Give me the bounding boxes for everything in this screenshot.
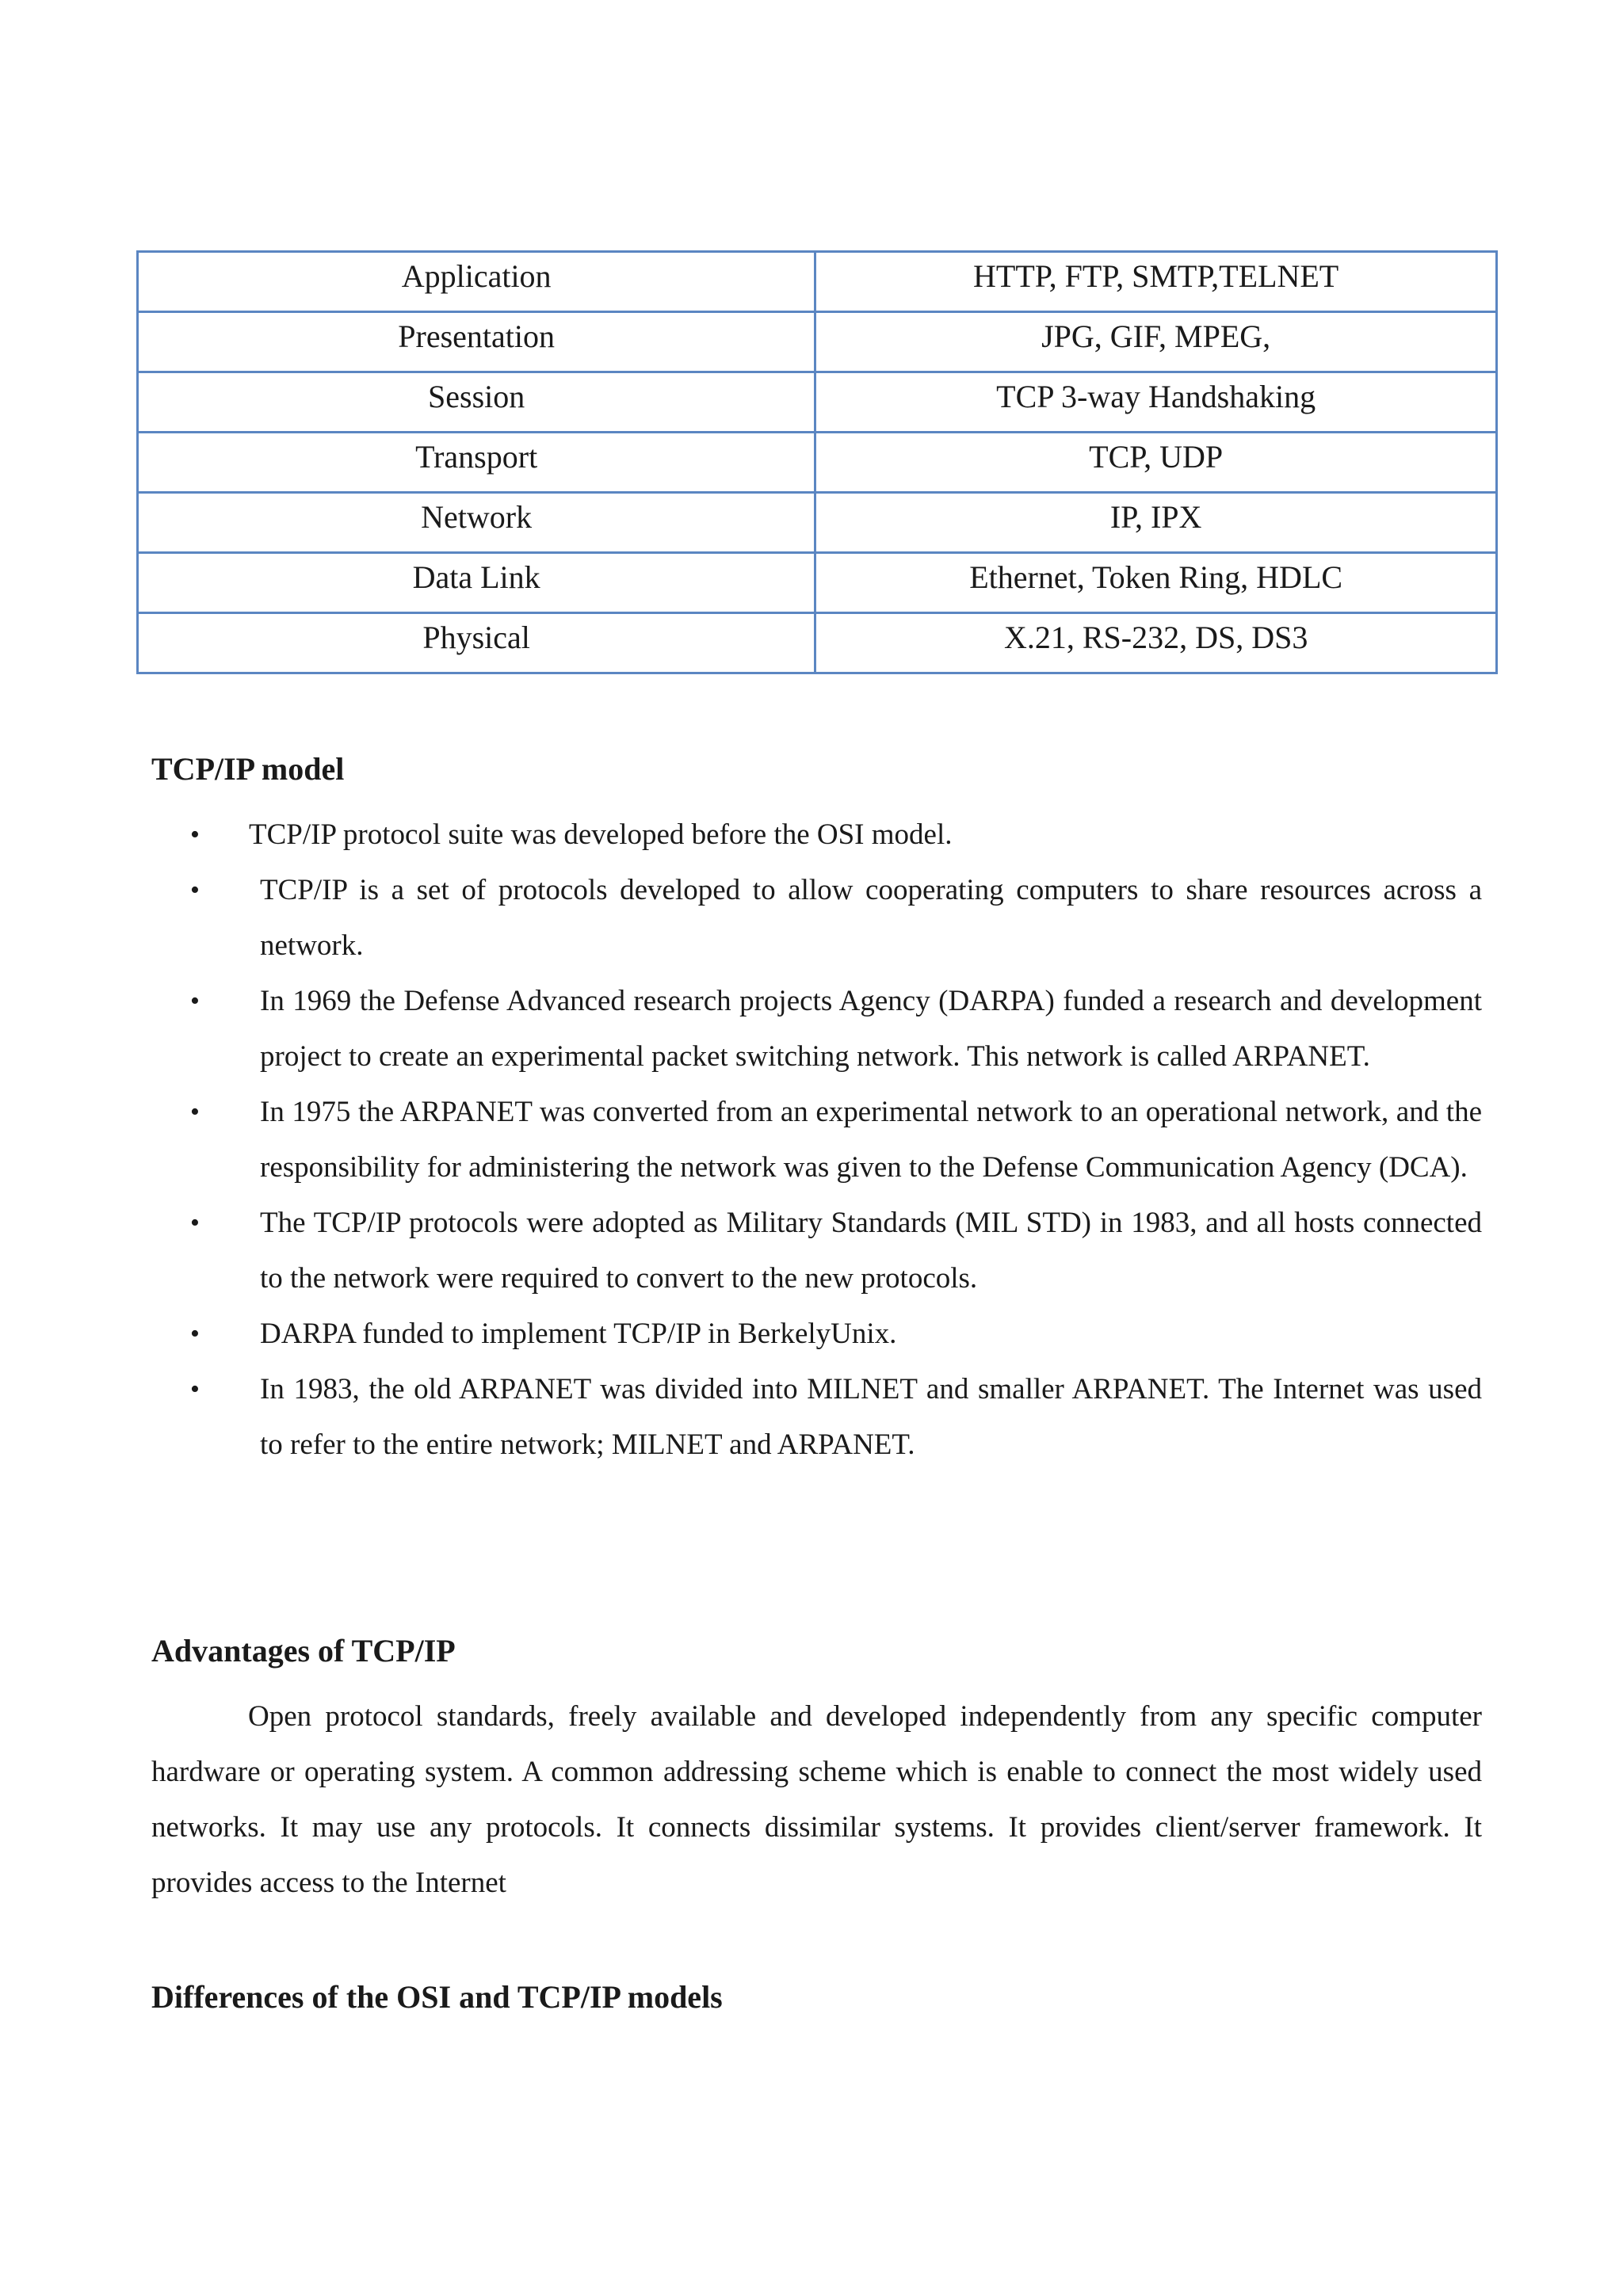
bullet-icon: • bbox=[190, 875, 200, 905]
osi-layer-table bbox=[136, 250, 1498, 674]
list-item-text: TCP/IP is a set of protocols developed to allow cooperating computers to share resources across a network. bbox=[260, 874, 1482, 962]
layer-name-cell: Physical bbox=[138, 613, 815, 673]
bullet-icon: • bbox=[190, 986, 200, 1016]
table-row bbox=[138, 372, 1497, 433]
list-item bbox=[190, 1362, 1482, 1473]
layer-name-cell: Presentation bbox=[138, 312, 815, 372]
differences-heading: Differences of the OSI and TCP/IP models bbox=[151, 1979, 723, 2015]
bullet-icon: • bbox=[190, 1319, 200, 1348]
layer-name-cell: Session bbox=[138, 372, 815, 433]
list-item bbox=[190, 1196, 1482, 1306]
list-item bbox=[190, 863, 1482, 974]
protocols-cell: Ethernet, Token Ring, HDLC bbox=[815, 553, 1497, 613]
bullet-icon: • bbox=[190, 1375, 200, 1404]
list-item bbox=[190, 1306, 1482, 1362]
protocols-cell: TCP 3-way Handshaking bbox=[815, 372, 1497, 433]
layer-name-cell: Data Link bbox=[138, 553, 815, 613]
list-item-text: In 1983, the old ARPANET was divided into MILNET and smaller ARPANET. The Internet was used to refer to the entire network; MILNET and ARPANET. bbox=[260, 1373, 1482, 1461]
list-item-text: TCP/IP protocol suite was developed before the OSI model. bbox=[249, 818, 953, 851]
protocols-cell: IP, IPX bbox=[815, 493, 1497, 553]
table-row bbox=[138, 252, 1497, 312]
list-item-text: In 1975 the ARPANET was converted from an experimental network to an operational network, and the responsibility for administering the network was given to the Defense Communication Agency (DCA). bbox=[260, 1096, 1482, 1184]
list-item bbox=[190, 1085, 1482, 1196]
bullet-icon: • bbox=[190, 820, 200, 849]
protocols-cell: TCP, UDP bbox=[815, 433, 1497, 493]
tcpip-model-heading: TCP/IP model bbox=[151, 751, 345, 787]
advantages-paragraph: Open protocol standards, freely available and developed independently from any specific computer hardware or operating system. A common addressing scheme which is enable to connect the most widely used networks. It may use any protocols. It connects dissimilar systems. It provides client/server framework. It provides access to the Internet bbox=[151, 1700, 1482, 1899]
bullet-icon: • bbox=[190, 1208, 200, 1238]
protocols-cell: X.21, RS-232, DS, DS3 bbox=[815, 613, 1497, 673]
bullet-icon: • bbox=[190, 1097, 200, 1127]
layer-name-cell: Application bbox=[138, 252, 815, 312]
table-row bbox=[138, 433, 1497, 493]
layer-name-cell: Transport bbox=[138, 433, 815, 493]
list-item bbox=[190, 974, 1482, 1085]
table-row bbox=[138, 613, 1497, 673]
table-row bbox=[138, 553, 1497, 613]
list-item-text: In 1969 the Defense Advanced research projects Agency (DARPA) funded a research and development project to create an experimental packet switching network. This network is called ARPANET. bbox=[260, 985, 1482, 1073]
table-row bbox=[138, 312, 1497, 372]
protocols-cell: HTTP, FTP, SMTP,TELNET bbox=[815, 252, 1497, 312]
advantages-heading: Advantages of TCP/IP bbox=[151, 1633, 456, 1669]
list-item bbox=[190, 807, 1482, 863]
list-item-text: The TCP/IP protocols were adopted as Military Standards (MIL STD) in 1983, and all hosts connected to the network were required to convert to the new protocols. bbox=[260, 1207, 1482, 1295]
tcpip-bullet-list bbox=[190, 807, 1482, 1473]
list-item-text: DARPA funded to implement TCP/IP in BerkelyUnix. bbox=[260, 1318, 897, 1350]
table-row bbox=[138, 493, 1497, 553]
protocols-cell: JPG, GIF, MPEG, bbox=[815, 312, 1497, 372]
layer-name-cell: Network bbox=[138, 493, 815, 553]
